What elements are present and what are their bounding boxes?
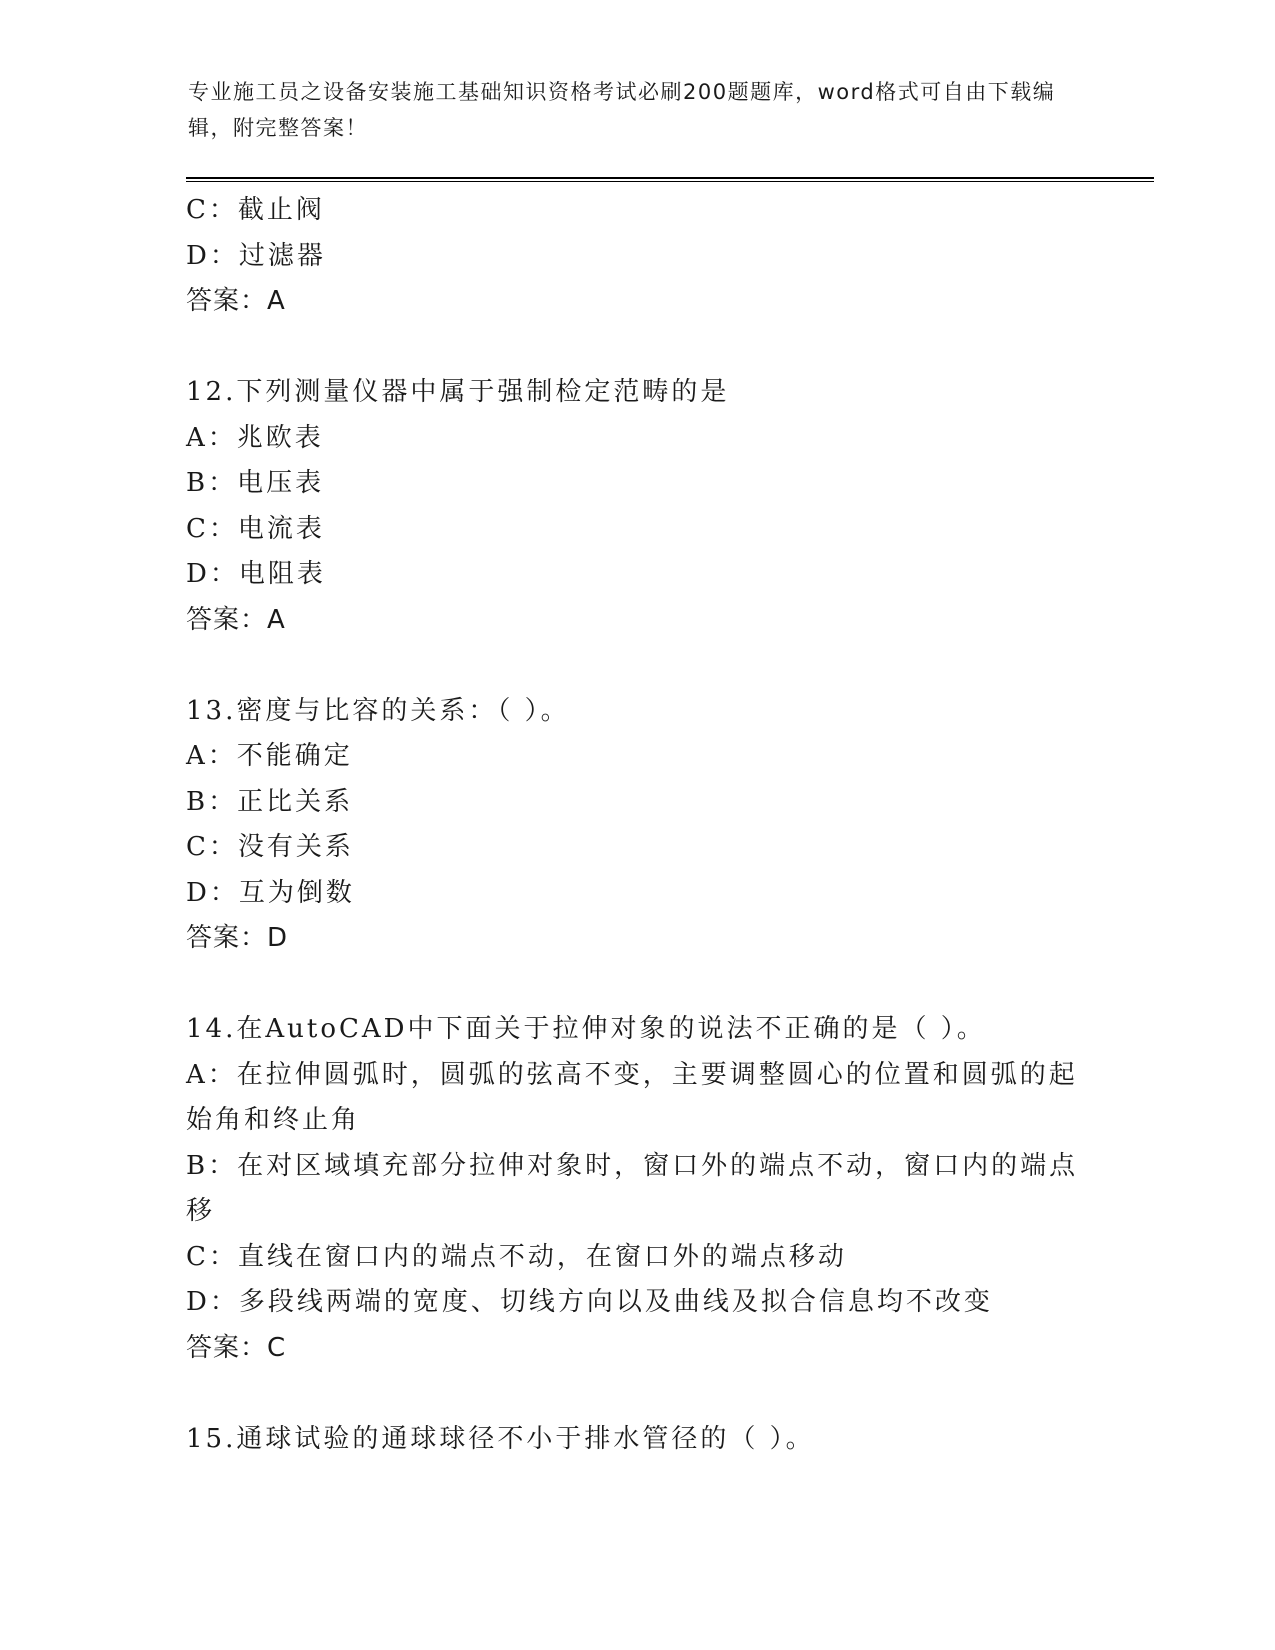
header-divider	[186, 177, 1154, 182]
question-text: 14.在AutoCAD中下面关于拉伸对象的说法不正确的是（ ）。	[186, 1014, 986, 1044]
question-text: 15.通球试验的通球球径不小于排水管径的（ ）。	[186, 1423, 815, 1454]
answer-line: 答案：A	[186, 604, 286, 635]
question-15	[186, 1417, 1086, 1463]
answer-line: 答案：D	[186, 923, 289, 953]
answer-line: 答案：C	[186, 1332, 287, 1363]
option-c: C：截止阀	[186, 195, 325, 225]
option-a: A：兆欧表	[186, 422, 324, 453]
question-11-partial	[186, 188, 1086, 325]
option-c: C：没有关系	[186, 832, 354, 862]
document-header: 专业施工员之设备安装施工基础知识资格考试必刷200题题库，word格式可自由下载编辑，附完整答案！	[188, 80, 1056, 140]
option-b: B：电压表	[186, 468, 325, 498]
question-12	[186, 370, 1086, 643]
question-14	[186, 1007, 1086, 1371]
option-c: C：电流表	[186, 513, 325, 544]
question-13	[186, 689, 1086, 962]
question-text: 12.下列测量仪器中属于强制检定范畴的是	[186, 377, 730, 407]
option-c: C：直线在窗口内的端点不动，在窗口外的端点移动	[186, 1241, 847, 1272]
option-b: B：在对区域填充部分拉伸对象时，窗口外的端点不动，窗口内的端点移	[186, 1150, 1079, 1226]
question-list	[186, 188, 1086, 1462]
answer-line: 答案：A	[186, 286, 286, 316]
option-a: A：不能确定	[186, 741, 353, 771]
option-d: D：互为倒数	[186, 877, 355, 908]
option-d: D：电阻表	[186, 559, 326, 589]
option-d: D：多段线两端的宽度、切线方向以及曲线及拟合信息均不改变	[186, 1287, 993, 1317]
question-text: 13.密度与比容的关系：（ ）。	[186, 695, 570, 726]
option-a: A：在拉伸圆弧时，圆弧的弦高不变，主要调整圆心的位置和圆弧的起始角和终止角	[186, 1059, 1078, 1135]
option-b: B：正比关系	[186, 786, 354, 817]
option-d: D：过滤器	[186, 240, 326, 271]
